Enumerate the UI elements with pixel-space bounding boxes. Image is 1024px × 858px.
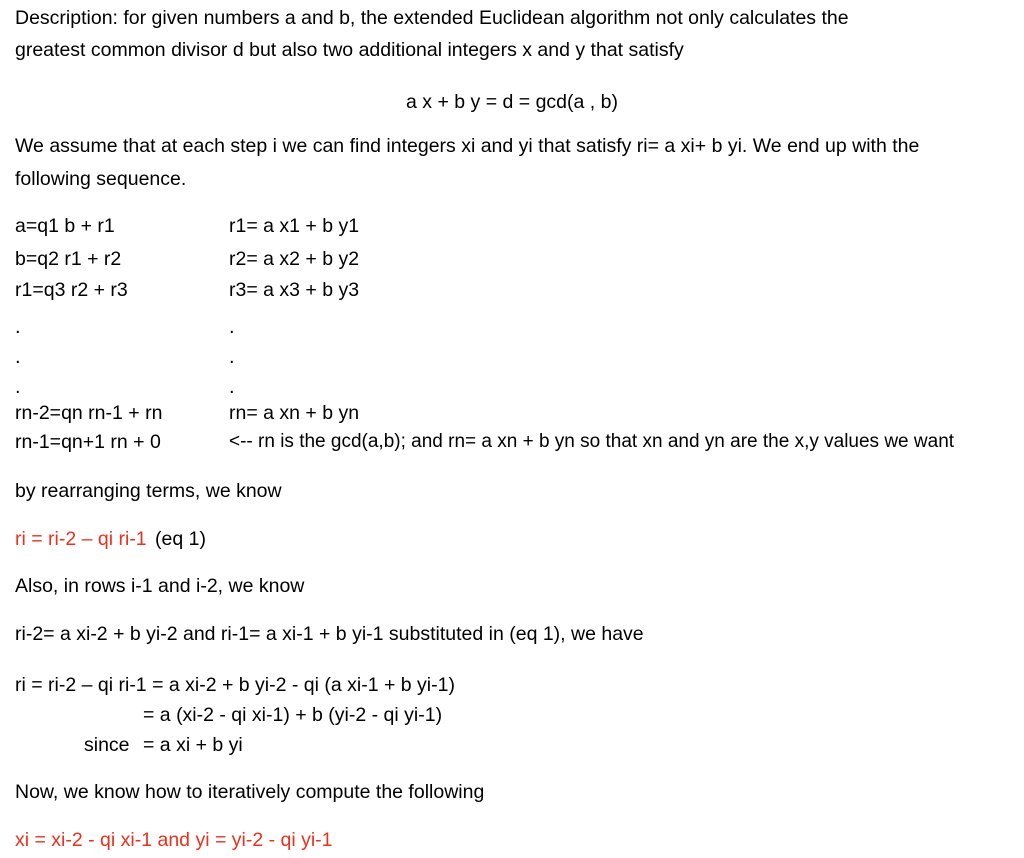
rows-note: Also, in rows i-1 and i-2, we know xyxy=(15,575,305,597)
equation-1: ri = ri-2 – qi ri-1 xyxy=(15,528,147,550)
derivation-line-3: = a xi + b yi xyxy=(143,734,243,756)
seq-left-row-1: a=q1 b + r1 xyxy=(15,215,115,237)
substitution-line: ri-2= a xi-2 + b yi-2 and ri-1= a xi-1 + b yi-1 substituted in (eq 1), we have xyxy=(15,623,644,645)
rearranging-intro: by rearranging terms, we know xyxy=(15,480,282,502)
seq-right-row-n: rn= a xn + b yn xyxy=(229,402,360,424)
seq-left-row-2: b=q2 r1 + r2 xyxy=(15,248,122,270)
ellipsis-dot: . xyxy=(229,316,235,338)
description-line-1: Description: for given numbers a and b, the extended Euclidean algorithm not only calculates the xyxy=(15,7,849,29)
equation-1-label: (eq 1) xyxy=(155,528,206,550)
seq-right-row-3: r3= a x3 + b y3 xyxy=(229,279,360,301)
ellipsis-dot: . xyxy=(15,346,21,368)
gcd-note: <-- rn is the gcd(a,b); and rn= a xn + b yn so that xn and yn are the x,y values we want xyxy=(229,431,955,452)
main-equation: a x + b y = d = gcd(a , b) xyxy=(406,91,618,113)
derivation-line-1: ri = ri-2 – qi ri-1 = a xi-2 + b yi-2 - qi (a xi-1 + b yi-1) xyxy=(15,674,455,696)
ellipsis-dot: . xyxy=(229,376,235,398)
seq-left-row-n-2: rn-2=qn rn-1 + rn xyxy=(15,402,163,424)
since-label: since xyxy=(84,734,130,756)
assumption-line-2: following sequence. xyxy=(15,168,187,190)
final-recurrence: xi = xi-2 - qi xi-1 and yi = yi-2 - qi yi-1 xyxy=(15,829,333,851)
ellipsis-dot: . xyxy=(229,346,235,368)
assumption-line-1: We assume that at each step i we can find integers xi and yi that satisfy ri= a xi+ b yi. We end up with the xyxy=(15,135,920,157)
ellipsis-dot: . xyxy=(15,376,21,398)
ellipsis-dot: . xyxy=(15,316,21,338)
seq-right-row-1: r1= a x1 + b y1 xyxy=(229,215,360,237)
derivation-line-2: = a (xi-2 - qi xi-1) + b (yi-2 - qi yi-1) xyxy=(143,704,443,726)
seq-right-row-2: r2= a x2 + b y2 xyxy=(229,248,360,270)
seq-left-row-n-1: rn-1=qn+1 rn + 0 xyxy=(15,431,161,453)
description-line-2: greatest common divisor d but also two additional integers x and y that satisfy xyxy=(15,39,684,61)
seq-left-row-3: r1=q3 r2 + r3 xyxy=(15,279,128,301)
conclusion-intro: Now, we know how to iteratively compute the following xyxy=(15,781,485,803)
